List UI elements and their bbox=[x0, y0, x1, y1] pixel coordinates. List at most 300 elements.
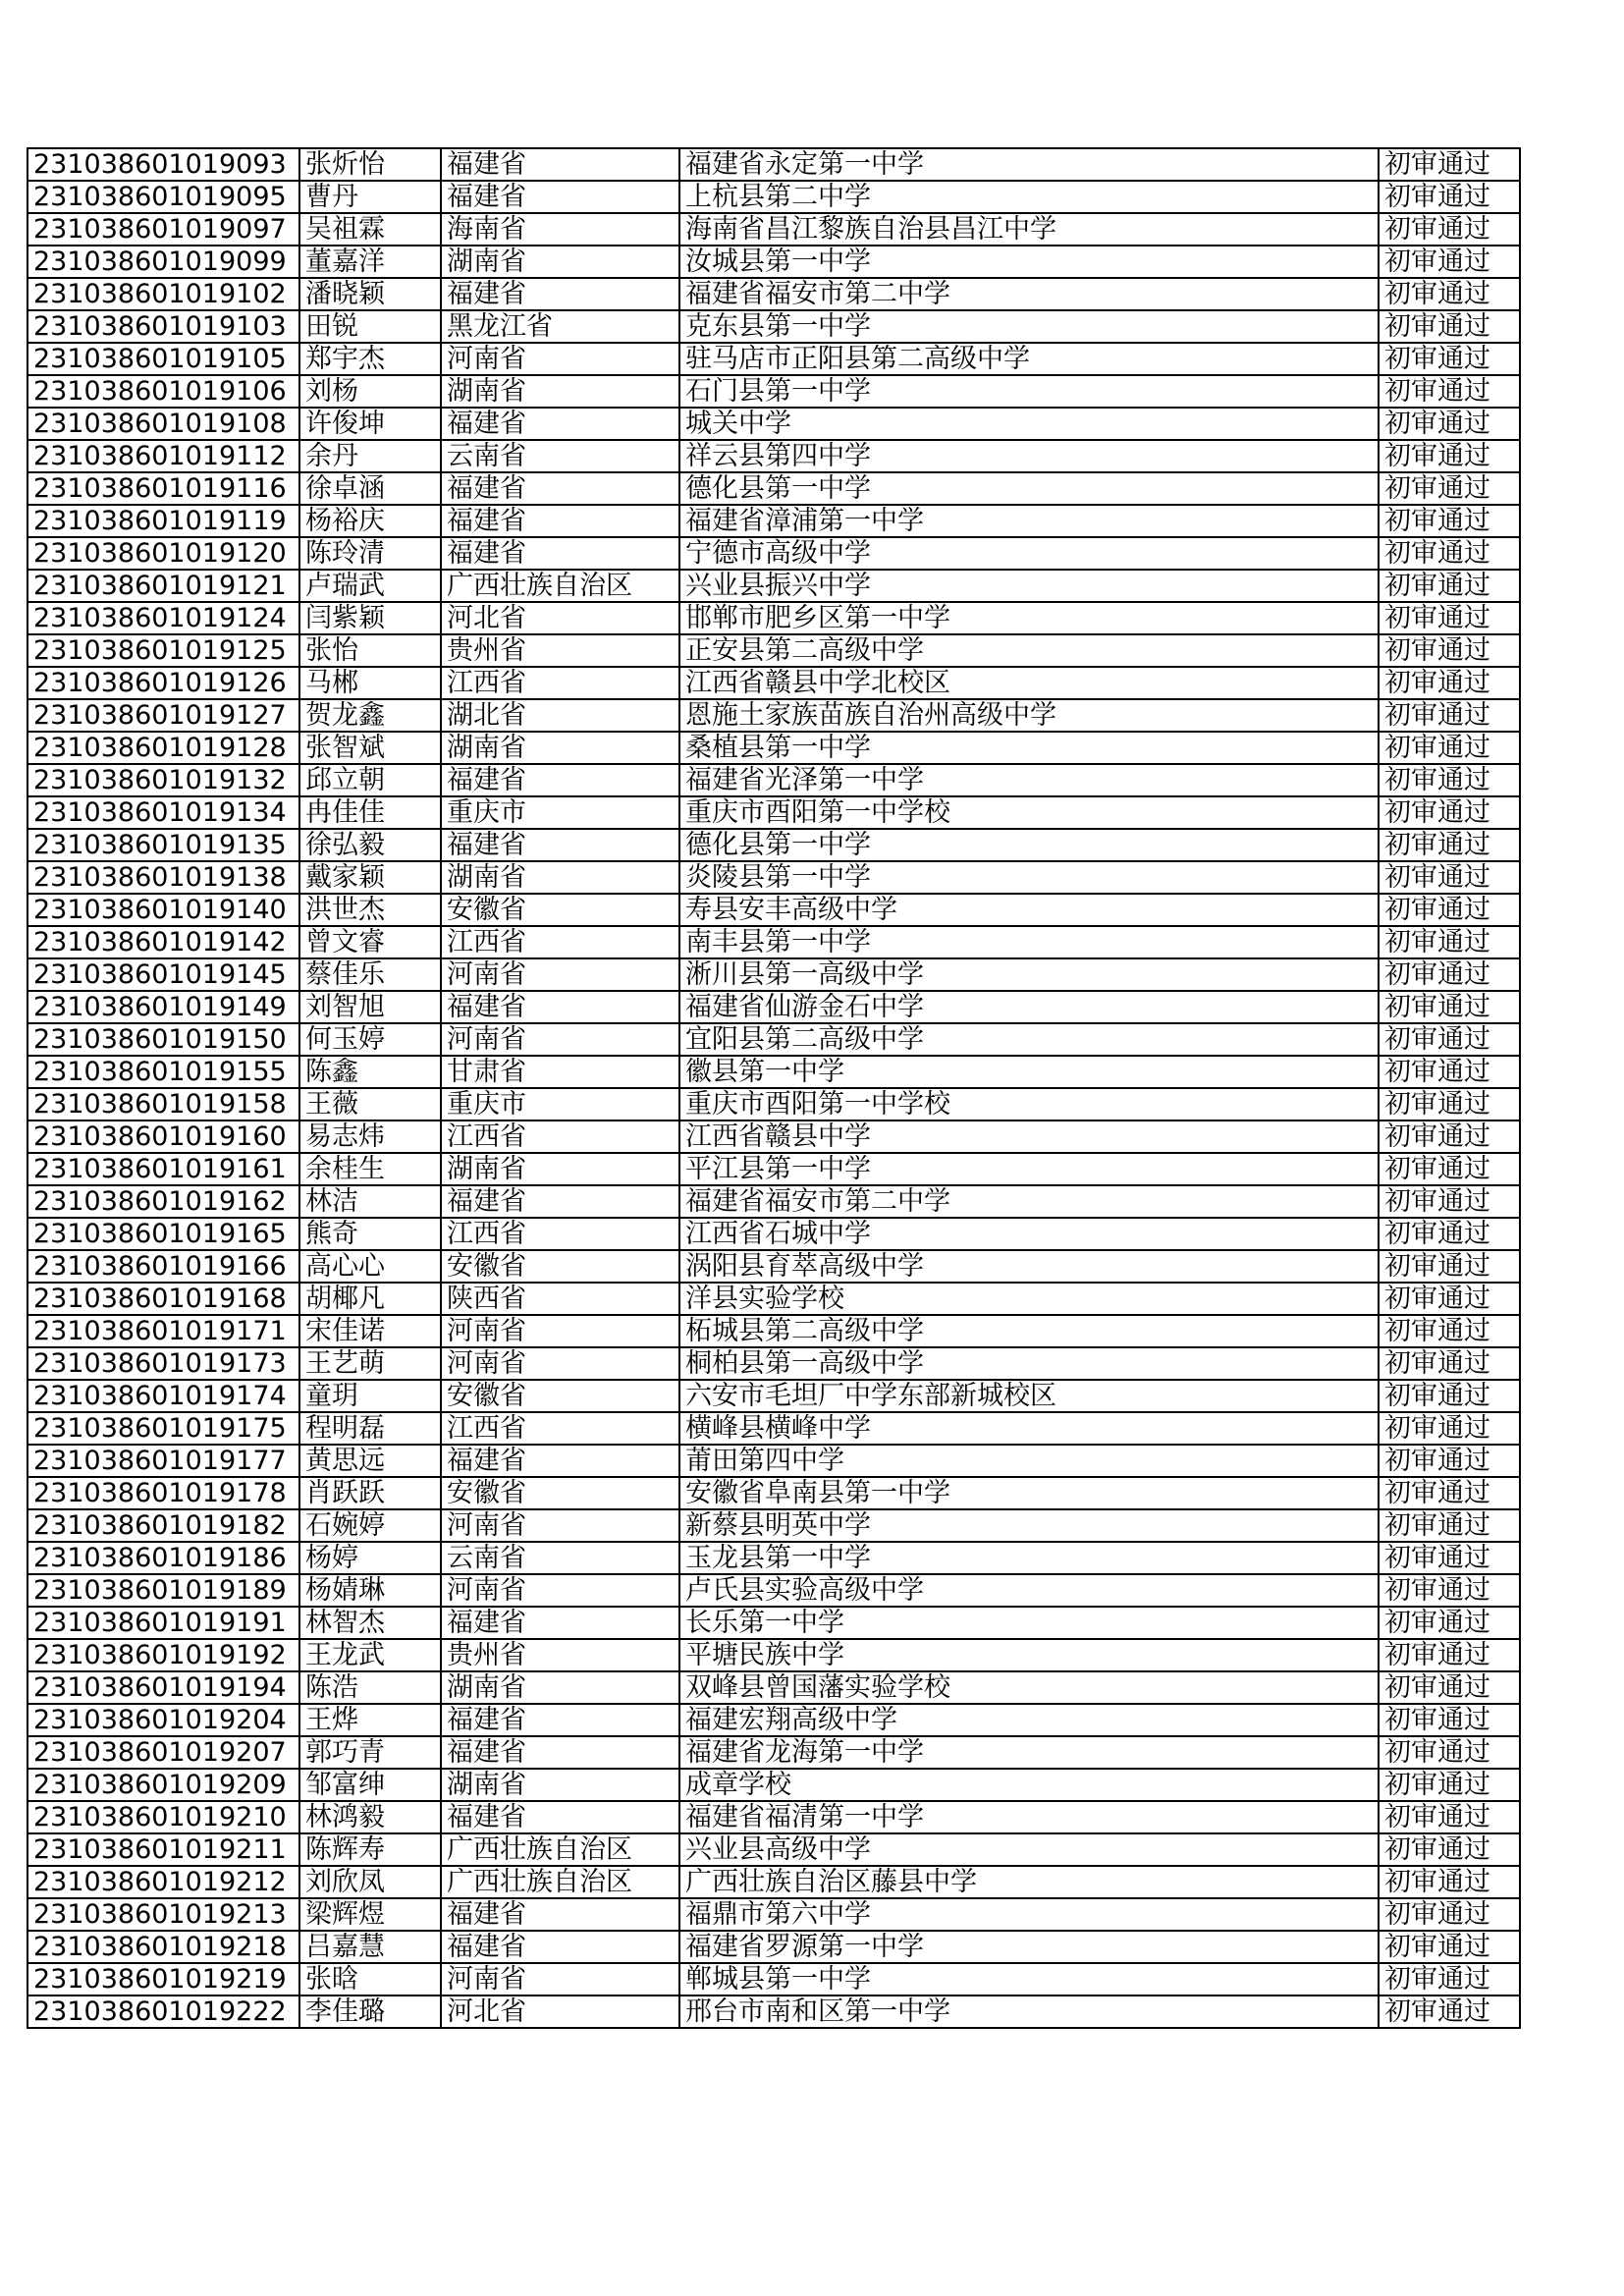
table-row bbox=[27, 1185, 1520, 1218]
review-status-cell: 初审通过 bbox=[1379, 1704, 1520, 1736]
table-row bbox=[27, 375, 1520, 408]
review-status-cell: 初审通过 bbox=[1379, 1671, 1520, 1704]
applicant-name-cell: 潘晓颖 bbox=[299, 278, 441, 310]
province-cell: 江西省 bbox=[441, 926, 679, 958]
school-cell: 福建省仙游金石中学 bbox=[679, 991, 1379, 1023]
review-status-cell: 初审通过 bbox=[1379, 1736, 1520, 1769]
province-cell: 湖南省 bbox=[441, 375, 679, 408]
province-cell: 贵州省 bbox=[441, 1639, 679, 1671]
applicant-name-cell: 黄思远 bbox=[299, 1445, 441, 1477]
review-status-cell: 初审通过 bbox=[1379, 1477, 1520, 1509]
applicant-name-cell: 林洁 bbox=[299, 1185, 441, 1218]
applicant-name-cell: 蔡佳乐 bbox=[299, 958, 441, 991]
applicant-name-cell: 高心心 bbox=[299, 1250, 441, 1283]
province-cell: 福建省 bbox=[441, 1445, 679, 1477]
province-cell: 江西省 bbox=[441, 667, 679, 699]
review-status-cell: 初审通过 bbox=[1379, 796, 1520, 829]
school-cell: 寿县安丰高级中学 bbox=[679, 894, 1379, 926]
applicant-id-cell: 231038601019186 bbox=[27, 1542, 299, 1574]
table-row bbox=[27, 278, 1520, 310]
table-row bbox=[27, 472, 1520, 505]
province-cell: 福建省 bbox=[441, 1736, 679, 1769]
applicant-name-cell: 卢瑞武 bbox=[299, 570, 441, 602]
applicant-name-cell: 何玉婷 bbox=[299, 1023, 441, 1056]
applicant-name-cell: 杨婷 bbox=[299, 1542, 441, 1574]
applicant-name-cell: 郑宇杰 bbox=[299, 343, 441, 375]
province-cell: 安徽省 bbox=[441, 1380, 679, 1412]
applicant-id-cell: 231038601019182 bbox=[27, 1509, 299, 1542]
applicant-id-cell: 231038601019108 bbox=[27, 408, 299, 440]
province-cell: 福建省 bbox=[441, 181, 679, 213]
province-cell: 湖南省 bbox=[441, 861, 679, 894]
table-row bbox=[27, 1023, 1520, 1056]
applicant-name-cell: 张智斌 bbox=[299, 732, 441, 764]
school-cell: 德化县第一中学 bbox=[679, 472, 1379, 505]
applicant-name-cell: 刘欣凤 bbox=[299, 1866, 441, 1898]
school-cell: 恩施土家族苗族自治州高级中学 bbox=[679, 699, 1379, 732]
table-row bbox=[27, 1218, 1520, 1250]
school-cell: 福建省漳浦第一中学 bbox=[679, 505, 1379, 537]
province-cell: 湖北省 bbox=[441, 699, 679, 732]
applicant-id-cell: 231038601019209 bbox=[27, 1769, 299, 1801]
applicant-id-cell: 231038601019134 bbox=[27, 796, 299, 829]
school-cell: 宜阳县第二高级中学 bbox=[679, 1023, 1379, 1056]
table-row bbox=[27, 1509, 1520, 1542]
school-cell: 玉龙县第一中学 bbox=[679, 1542, 1379, 1574]
table-row bbox=[27, 570, 1520, 602]
applicant-id-cell: 231038601019127 bbox=[27, 699, 299, 732]
school-cell: 炎陵县第一中学 bbox=[679, 861, 1379, 894]
applicant-name-cell: 童玥 bbox=[299, 1380, 441, 1412]
school-cell: 福建省光泽第一中学 bbox=[679, 764, 1379, 796]
applicant-id-cell: 231038601019095 bbox=[27, 181, 299, 213]
applicant-name-cell: 邹富绅 bbox=[299, 1769, 441, 1801]
province-cell: 福建省 bbox=[441, 1898, 679, 1931]
applicant-id-cell: 231038601019204 bbox=[27, 1704, 299, 1736]
review-status-cell: 初审通过 bbox=[1379, 764, 1520, 796]
school-cell: 长乐第一中学 bbox=[679, 1607, 1379, 1639]
province-cell: 福建省 bbox=[441, 505, 679, 537]
school-cell: 江西省石城中学 bbox=[679, 1218, 1379, 1250]
review-status-cell: 初审通过 bbox=[1379, 1283, 1520, 1315]
school-cell: 兴业县振兴中学 bbox=[679, 570, 1379, 602]
applicant-id-cell: 231038601019099 bbox=[27, 246, 299, 278]
province-cell: 广西壮族自治区 bbox=[441, 570, 679, 602]
province-cell: 福建省 bbox=[441, 1185, 679, 1218]
review-status-cell: 初审通过 bbox=[1379, 181, 1520, 213]
applicant-table-body bbox=[27, 148, 1520, 2028]
review-status-cell: 初审通过 bbox=[1379, 408, 1520, 440]
province-cell: 福建省 bbox=[441, 408, 679, 440]
applicant-name-cell: 陈玲清 bbox=[299, 537, 441, 570]
applicant-id-cell: 231038601019158 bbox=[27, 1088, 299, 1121]
applicant-name-cell: 王艺萌 bbox=[299, 1347, 441, 1380]
province-cell: 福建省 bbox=[441, 472, 679, 505]
applicant-id-cell: 231038601019093 bbox=[27, 148, 299, 181]
applicant-id-cell: 231038601019171 bbox=[27, 1315, 299, 1347]
table-row bbox=[27, 958, 1520, 991]
applicant-id-cell: 231038601019173 bbox=[27, 1347, 299, 1380]
school-cell: 福建省龙海第一中学 bbox=[679, 1736, 1379, 1769]
school-cell: 正安县第二高级中学 bbox=[679, 634, 1379, 667]
applicant-id-cell: 231038601019168 bbox=[27, 1283, 299, 1315]
province-cell: 福建省 bbox=[441, 1931, 679, 1963]
review-status-cell: 初审通过 bbox=[1379, 926, 1520, 958]
review-status-cell: 初审通过 bbox=[1379, 472, 1520, 505]
applicant-name-cell: 陈辉寿 bbox=[299, 1833, 441, 1866]
school-cell: 涡阳县育萃高级中学 bbox=[679, 1250, 1379, 1283]
school-cell: 汝城县第一中学 bbox=[679, 246, 1379, 278]
applicant-id-cell: 231038601019128 bbox=[27, 732, 299, 764]
applicant-id-cell: 231038601019138 bbox=[27, 861, 299, 894]
review-status-cell: 初审通过 bbox=[1379, 1380, 1520, 1412]
school-cell: 桑植县第一中学 bbox=[679, 732, 1379, 764]
applicant-id-cell: 231038601019165 bbox=[27, 1218, 299, 1250]
review-status-cell: 初审通过 bbox=[1379, 1995, 1520, 2028]
applicant-name-cell: 胡椰凡 bbox=[299, 1283, 441, 1315]
table-row bbox=[27, 1995, 1520, 2028]
applicant-name-cell: 杨婧琳 bbox=[299, 1574, 441, 1607]
school-cell: 福建省永定第一中学 bbox=[679, 148, 1379, 181]
applicant-name-cell: 肖跃跃 bbox=[299, 1477, 441, 1509]
school-cell: 平塘民族中学 bbox=[679, 1639, 1379, 1671]
review-status-cell: 初审通过 bbox=[1379, 894, 1520, 926]
applicant-name-cell: 熊奇 bbox=[299, 1218, 441, 1250]
review-status-cell: 初审通过 bbox=[1379, 375, 1520, 408]
review-status-cell: 初审通过 bbox=[1379, 537, 1520, 570]
province-cell: 安徽省 bbox=[441, 1477, 679, 1509]
review-status-cell: 初审通过 bbox=[1379, 1121, 1520, 1153]
applicant-name-cell: 王薇 bbox=[299, 1088, 441, 1121]
table-row bbox=[27, 1801, 1520, 1833]
school-cell: 福建省罗源第一中学 bbox=[679, 1931, 1379, 1963]
review-status-cell: 初审通过 bbox=[1379, 213, 1520, 246]
applicant-id-cell: 231038601019207 bbox=[27, 1736, 299, 1769]
table-row bbox=[27, 991, 1520, 1023]
applicant-name-cell: 洪世杰 bbox=[299, 894, 441, 926]
table-row bbox=[27, 1639, 1520, 1671]
applicant-id-cell: 231038601019189 bbox=[27, 1574, 299, 1607]
applicant-id-cell: 231038601019211 bbox=[27, 1833, 299, 1866]
review-status-cell: 初审通过 bbox=[1379, 570, 1520, 602]
applicant-name-cell: 程明磊 bbox=[299, 1412, 441, 1445]
table-row bbox=[27, 1315, 1520, 1347]
province-cell: 重庆市 bbox=[441, 796, 679, 829]
table-row bbox=[27, 310, 1520, 343]
applicant-name-cell: 余桂生 bbox=[299, 1153, 441, 1185]
applicant-id-cell: 231038601019124 bbox=[27, 602, 299, 634]
review-status-cell: 初审通过 bbox=[1379, 699, 1520, 732]
province-cell: 湖南省 bbox=[441, 1769, 679, 1801]
review-status-cell: 初审通过 bbox=[1379, 1931, 1520, 1963]
school-cell: 上杭县第二中学 bbox=[679, 181, 1379, 213]
table-row bbox=[27, 732, 1520, 764]
applicant-id-cell: 231038601019166 bbox=[27, 1250, 299, 1283]
applicant-id-cell: 231038601019212 bbox=[27, 1866, 299, 1898]
table-row bbox=[27, 1153, 1520, 1185]
table-row bbox=[27, 148, 1520, 181]
applicant-name-cell: 陈浩 bbox=[299, 1671, 441, 1704]
table-row bbox=[27, 537, 1520, 570]
review-status-cell: 初审通过 bbox=[1379, 505, 1520, 537]
province-cell: 湖南省 bbox=[441, 246, 679, 278]
applicant-id-cell: 231038601019125 bbox=[27, 634, 299, 667]
table-row bbox=[27, 926, 1520, 958]
school-cell: 六安市毛坦厂中学东部新城校区 bbox=[679, 1380, 1379, 1412]
table-row bbox=[27, 1963, 1520, 1995]
school-cell: 德化县第一中学 bbox=[679, 829, 1379, 861]
review-status-cell: 初审通过 bbox=[1379, 1574, 1520, 1607]
applicant-id-cell: 231038601019222 bbox=[27, 1995, 299, 2028]
province-cell: 河南省 bbox=[441, 1315, 679, 1347]
applicant-id-cell: 231038601019126 bbox=[27, 667, 299, 699]
province-cell: 河南省 bbox=[441, 1023, 679, 1056]
school-cell: 桐柏县第一高级中学 bbox=[679, 1347, 1379, 1380]
province-cell: 河南省 bbox=[441, 1509, 679, 1542]
applicant-name-cell: 贺龙鑫 bbox=[299, 699, 441, 732]
school-cell: 福建省福安市第二中学 bbox=[679, 1185, 1379, 1218]
review-status-cell: 初审通过 bbox=[1379, 958, 1520, 991]
applicant-id-cell: 231038601019178 bbox=[27, 1477, 299, 1509]
applicant-name-cell: 陈鑫 bbox=[299, 1056, 441, 1088]
applicant-name-cell: 董嘉洋 bbox=[299, 246, 441, 278]
table-row bbox=[27, 408, 1520, 440]
table-row bbox=[27, 861, 1520, 894]
school-cell: 福建省福清第一中学 bbox=[679, 1801, 1379, 1833]
applicant-id-cell: 231038601019175 bbox=[27, 1412, 299, 1445]
table-row bbox=[27, 1866, 1520, 1898]
applicant-name-cell: 王龙武 bbox=[299, 1639, 441, 1671]
table-row bbox=[27, 343, 1520, 375]
province-cell: 云南省 bbox=[441, 440, 679, 472]
school-cell: 南丰县第一中学 bbox=[679, 926, 1379, 958]
table-row bbox=[27, 1283, 1520, 1315]
school-cell: 横峰县横峰中学 bbox=[679, 1412, 1379, 1445]
school-cell: 安徽省阜南县第一中学 bbox=[679, 1477, 1379, 1509]
applicant-id-cell: 231038601019112 bbox=[27, 440, 299, 472]
table-row bbox=[27, 1833, 1520, 1866]
school-cell: 祥云县第四中学 bbox=[679, 440, 1379, 472]
review-status-cell: 初审通过 bbox=[1379, 732, 1520, 764]
province-cell: 江西省 bbox=[441, 1218, 679, 1250]
applicant-name-cell: 易志炜 bbox=[299, 1121, 441, 1153]
school-cell: 海南省昌江黎族自治县昌江中学 bbox=[679, 213, 1379, 246]
table-row bbox=[27, 1931, 1520, 1963]
applicant-id-cell: 231038601019213 bbox=[27, 1898, 299, 1931]
table-row bbox=[27, 1477, 1520, 1509]
table-row bbox=[27, 796, 1520, 829]
applicant-name-cell: 李佳璐 bbox=[299, 1995, 441, 2028]
applicant-name-cell: 许俊坤 bbox=[299, 408, 441, 440]
school-cell: 平江县第一中学 bbox=[679, 1153, 1379, 1185]
applicant-id-cell: 231038601019194 bbox=[27, 1671, 299, 1704]
applicant-id-cell: 231038601019191 bbox=[27, 1607, 299, 1639]
applicant-id-cell: 231038601019119 bbox=[27, 505, 299, 537]
applicant-name-cell: 曾文睿 bbox=[299, 926, 441, 958]
review-status-cell: 初审通过 bbox=[1379, 278, 1520, 310]
table-row bbox=[27, 667, 1520, 699]
school-cell: 重庆市酉阳第一中学校 bbox=[679, 796, 1379, 829]
province-cell: 河南省 bbox=[441, 1347, 679, 1380]
review-status-cell: 初审通过 bbox=[1379, 1963, 1520, 1995]
applicant-id-cell: 231038601019132 bbox=[27, 764, 299, 796]
applicant-name-cell: 余丹 bbox=[299, 440, 441, 472]
review-status-cell: 初审通过 bbox=[1379, 1088, 1520, 1121]
province-cell: 河南省 bbox=[441, 1963, 679, 1995]
applicant-name-cell: 曹丹 bbox=[299, 181, 441, 213]
province-cell: 福建省 bbox=[441, 1704, 679, 1736]
table-row bbox=[27, 1607, 1520, 1639]
school-cell: 莆田第四中学 bbox=[679, 1445, 1379, 1477]
table-row bbox=[27, 1671, 1520, 1704]
table-row bbox=[27, 1736, 1520, 1769]
school-cell: 宁德市高级中学 bbox=[679, 537, 1379, 570]
applicant-id-cell: 231038601019097 bbox=[27, 213, 299, 246]
applicant-id-cell: 231038601019120 bbox=[27, 537, 299, 570]
school-cell: 江西省赣县中学北校区 bbox=[679, 667, 1379, 699]
school-cell: 兴业县高级中学 bbox=[679, 1833, 1379, 1866]
table-row bbox=[27, 894, 1520, 926]
review-status-cell: 初审通过 bbox=[1379, 1315, 1520, 1347]
school-cell: 福建省福安市第二中学 bbox=[679, 278, 1379, 310]
province-cell: 湖南省 bbox=[441, 732, 679, 764]
province-cell: 河南省 bbox=[441, 343, 679, 375]
applicant-name-cell: 闫紫颖 bbox=[299, 602, 441, 634]
table-row bbox=[27, 1574, 1520, 1607]
province-cell: 河南省 bbox=[441, 1574, 679, 1607]
school-cell: 郸城县第一中学 bbox=[679, 1963, 1379, 1995]
applicant-name-cell: 冉佳佳 bbox=[299, 796, 441, 829]
review-status-cell: 初审通过 bbox=[1379, 1898, 1520, 1931]
review-status-cell: 初审通过 bbox=[1379, 1607, 1520, 1639]
applicant-id-cell: 231038601019121 bbox=[27, 570, 299, 602]
applicant-name-cell: 张炘怡 bbox=[299, 148, 441, 181]
school-cell: 洋县实验学校 bbox=[679, 1283, 1379, 1315]
applicant-name-cell: 戴家颖 bbox=[299, 861, 441, 894]
school-cell: 成章学校 bbox=[679, 1769, 1379, 1801]
applicant-id-cell: 231038601019106 bbox=[27, 375, 299, 408]
review-status-cell: 初审通过 bbox=[1379, 1833, 1520, 1866]
table-row bbox=[27, 1542, 1520, 1574]
applicant-name-cell: 石婉婷 bbox=[299, 1509, 441, 1542]
applicant-name-cell: 田锐 bbox=[299, 310, 441, 343]
review-status-cell: 初审通过 bbox=[1379, 1023, 1520, 1056]
school-cell: 城关中学 bbox=[679, 408, 1379, 440]
review-status-cell: 初审通过 bbox=[1379, 1445, 1520, 1477]
school-cell: 徽县第一中学 bbox=[679, 1056, 1379, 1088]
table-row bbox=[27, 699, 1520, 732]
applicant-name-cell: 郭巧青 bbox=[299, 1736, 441, 1769]
table-row bbox=[27, 764, 1520, 796]
applicant-name-cell: 马郴 bbox=[299, 667, 441, 699]
province-cell: 福建省 bbox=[441, 829, 679, 861]
table-row bbox=[27, 1445, 1520, 1477]
province-cell: 陕西省 bbox=[441, 1283, 679, 1315]
province-cell: 福建省 bbox=[441, 1607, 679, 1639]
table-row bbox=[27, 1704, 1520, 1736]
applicant-id-cell: 231038601019192 bbox=[27, 1639, 299, 1671]
review-status-cell: 初审通过 bbox=[1379, 1218, 1520, 1250]
school-cell: 卢氏县实验高级中学 bbox=[679, 1574, 1379, 1607]
table-row bbox=[27, 1056, 1520, 1088]
applicant-id-cell: 231038601019160 bbox=[27, 1121, 299, 1153]
school-cell: 福鼎市第六中学 bbox=[679, 1898, 1379, 1931]
applicant-id-cell: 231038601019102 bbox=[27, 278, 299, 310]
review-status-cell: 初审通过 bbox=[1379, 829, 1520, 861]
applicant-name-cell: 张晗 bbox=[299, 1963, 441, 1995]
province-cell: 福建省 bbox=[441, 537, 679, 570]
applicant-name-cell: 刘杨 bbox=[299, 375, 441, 408]
applicant-name-cell: 吴祖霖 bbox=[299, 213, 441, 246]
applicant-id-cell: 231038601019135 bbox=[27, 829, 299, 861]
review-status-cell: 初审通过 bbox=[1379, 1412, 1520, 1445]
applicant-id-cell: 231038601019145 bbox=[27, 958, 299, 991]
province-cell: 福建省 bbox=[441, 1801, 679, 1833]
school-cell: 淅川县第一高级中学 bbox=[679, 958, 1379, 991]
applicant-id-cell: 231038601019161 bbox=[27, 1153, 299, 1185]
province-cell: 福建省 bbox=[441, 764, 679, 796]
table-row bbox=[27, 829, 1520, 861]
applicant-id-cell: 231038601019116 bbox=[27, 472, 299, 505]
applicant-name-cell: 林鸿毅 bbox=[299, 1801, 441, 1833]
applicant-id-cell: 231038601019149 bbox=[27, 991, 299, 1023]
province-cell: 湖南省 bbox=[441, 1153, 679, 1185]
table-row bbox=[27, 1088, 1520, 1121]
review-status-cell: 初审通过 bbox=[1379, 1769, 1520, 1801]
table-row bbox=[27, 213, 1520, 246]
review-status-cell: 初审通过 bbox=[1379, 1056, 1520, 1088]
applicant-name-cell: 林智杰 bbox=[299, 1607, 441, 1639]
applicant-id-cell: 231038601019142 bbox=[27, 926, 299, 958]
review-status-cell: 初审通过 bbox=[1379, 1639, 1520, 1671]
review-status-cell: 初审通过 bbox=[1379, 1347, 1520, 1380]
school-cell: 广西壮族自治区藤县中学 bbox=[679, 1866, 1379, 1898]
province-cell: 重庆市 bbox=[441, 1088, 679, 1121]
table-row bbox=[27, 1121, 1520, 1153]
school-cell: 柘城县第二高级中学 bbox=[679, 1315, 1379, 1347]
school-cell: 石门县第一中学 bbox=[679, 375, 1379, 408]
province-cell: 安徽省 bbox=[441, 1250, 679, 1283]
province-cell: 海南省 bbox=[441, 213, 679, 246]
table-row bbox=[27, 602, 1520, 634]
table-row bbox=[27, 440, 1520, 472]
applicant-id-cell: 231038601019162 bbox=[27, 1185, 299, 1218]
table-row bbox=[27, 246, 1520, 278]
province-cell: 河北省 bbox=[441, 602, 679, 634]
table-row bbox=[27, 634, 1520, 667]
applicant-name-cell: 吕嘉慧 bbox=[299, 1931, 441, 1963]
province-cell: 福建省 bbox=[441, 278, 679, 310]
applicant-id-cell: 231038601019218 bbox=[27, 1931, 299, 1963]
table-row bbox=[27, 1380, 1520, 1412]
review-status-cell: 初审通过 bbox=[1379, 1866, 1520, 1898]
province-cell: 广西壮族自治区 bbox=[441, 1833, 679, 1866]
applicant-name-cell: 张怡 bbox=[299, 634, 441, 667]
school-cell: 福建宏翔高级中学 bbox=[679, 1704, 1379, 1736]
school-cell: 新蔡县明英中学 bbox=[679, 1509, 1379, 1542]
province-cell: 江西省 bbox=[441, 1121, 679, 1153]
review-status-cell: 初审通过 bbox=[1379, 148, 1520, 181]
province-cell: 湖南省 bbox=[441, 1671, 679, 1704]
province-cell: 云南省 bbox=[441, 1542, 679, 1574]
province-cell: 黑龙江省 bbox=[441, 310, 679, 343]
review-status-cell: 初审通过 bbox=[1379, 1801, 1520, 1833]
school-cell: 克东县第一中学 bbox=[679, 310, 1379, 343]
province-cell: 江西省 bbox=[441, 1412, 679, 1445]
review-status-cell: 初审通过 bbox=[1379, 246, 1520, 278]
applicant-id-cell: 231038601019210 bbox=[27, 1801, 299, 1833]
applicant-id-cell: 231038601019219 bbox=[27, 1963, 299, 1995]
